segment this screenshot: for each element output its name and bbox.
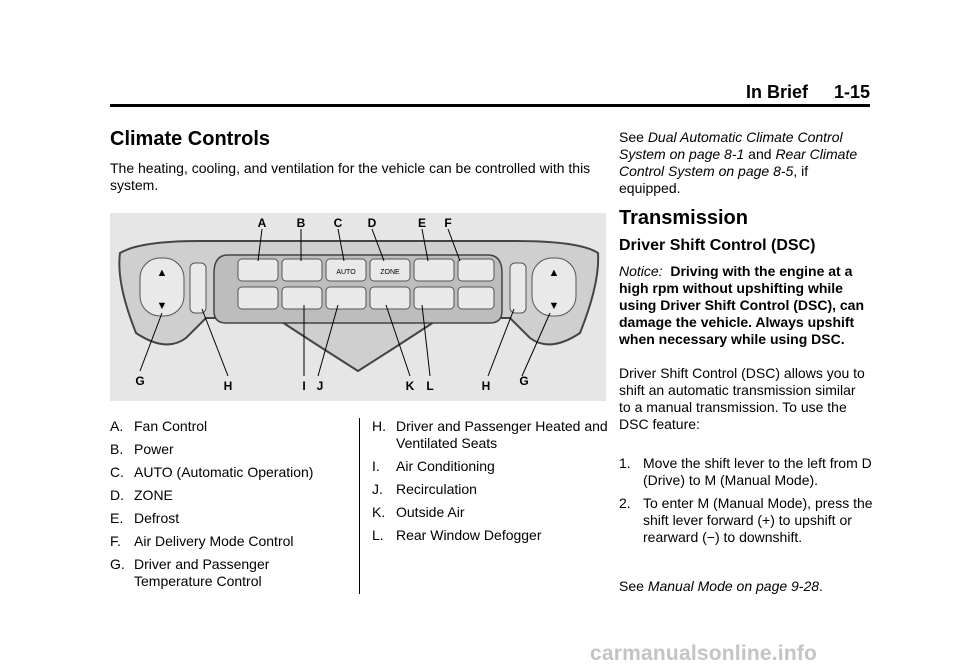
list-item: B. Power	[110, 441, 174, 457]
watermark: carmanualsonline.info	[590, 642, 818, 665]
legend-list-left	[110, 418, 350, 596]
power-button[interactable]	[282, 259, 322, 281]
outside-air-button[interactable]	[370, 287, 410, 309]
temp-down-icon: ▼	[156, 300, 168, 312]
list-item: K. Outside Air	[372, 504, 465, 520]
page-header	[110, 82, 870, 103]
callout-label: C	[333, 216, 343, 230]
climate-title: Climate Controls	[110, 128, 271, 150]
list-item: L. Rear Window Defogger	[372, 527, 542, 543]
transmission-title: Transmission	[619, 207, 748, 229]
callout-label: F	[444, 216, 452, 230]
xref-link[interactable]: Manual Mode on page 9-28	[647, 578, 820, 594]
notice-text: Driving with the engine at a high rpm without upshifting while using Driver Shift Control (DSC), can damage the vehicle. Always upshift when necessary while using DSC.	[619, 263, 865, 347]
list-item: 2. To enter M (Manual Mode), press the shift lever forward (+) to upshift or rearward (−) to downshift.	[619, 495, 873, 545]
fan-down-button[interactable]	[238, 287, 278, 309]
callout-label: G	[135, 374, 145, 388]
legend-list-right	[372, 418, 608, 550]
callout-label: K	[405, 379, 415, 393]
temp-down-icon: ▼	[548, 300, 560, 312]
see-reference: See Dual Automatic Climate Control System on page 8-1 and Rear Climate Control System on page 8-5, if equipped.	[619, 129, 858, 196]
mode-down-button[interactable]	[458, 287, 494, 309]
list-item: G. Driver and Passenger Temperature Control	[110, 556, 270, 589]
callout-label: H	[223, 379, 233, 393]
recirculation-button[interactable]	[326, 287, 366, 309]
air-delivery-button[interactable]	[458, 259, 494, 281]
callout-label: E	[417, 216, 427, 230]
defrost-button[interactable]	[414, 259, 454, 281]
temp-up-icon: ▲	[156, 267, 168, 279]
column-divider	[359, 418, 360, 594]
section-title: In Brief	[745, 82, 808, 102]
list-item: H. Driver and Passenger Heated and Ventilated Seats	[372, 418, 608, 451]
notice-paragraph	[619, 263, 871, 348]
callout-label: B	[296, 216, 306, 230]
list-item: E. Defrost	[110, 510, 180, 526]
notice-label: Notice:	[619, 263, 663, 279]
ac-button[interactable]	[282, 287, 322, 309]
callout-label: A	[257, 216, 267, 230]
auto-button-text: AUTO	[336, 269, 356, 276]
list-item: C. AUTO (Automatic Operation)	[110, 464, 314, 480]
xref-link[interactable]: Dual Automatic Climate Control System on page 8-1	[619, 129, 843, 162]
page-number: 1-15	[833, 82, 870, 102]
manual-mode-reference: See Manual Mode on page 9-28.	[619, 578, 823, 594]
xref-link[interactable]: Rear Climate Control System on page 8-5	[619, 146, 858, 179]
list-item: A. Fan Control	[110, 418, 208, 434]
zone-button-text: ZONE	[380, 269, 400, 276]
list-item: J. Recirculation	[372, 481, 477, 497]
list-item: D. ZONE	[110, 487, 173, 503]
rear-defog-button[interactable]	[414, 287, 454, 309]
callout-label: L	[426, 379, 434, 393]
fan-up-button[interactable]	[238, 259, 278, 281]
callout-label: I	[302, 379, 306, 393]
climate-intro: The heating, cooling, and ventilation for the vehicle can be controlled with this system.	[110, 160, 591, 193]
list-item: I. Air Conditioning	[372, 458, 495, 474]
callout-label: D	[367, 216, 377, 230]
dsc-subtitle: Driver Shift Control (DSC)	[619, 237, 816, 254]
dsc-body: Driver Shift Control (DSC) allows you to shift an automatic transmission similar to a manual transmission. To use the DSC feature:	[619, 365, 865, 432]
list-item: 1. Move the shift lever to the left from D (Drive) to M (Manual Mode).	[619, 455, 872, 488]
driver-seat-button[interactable]	[190, 263, 206, 313]
callout-label: H	[481, 379, 491, 393]
temp-up-icon: ▲	[548, 267, 560, 279]
callout-label: G	[519, 374, 529, 388]
list-item: F. Air Delivery Mode Control	[110, 533, 294, 549]
dsc-steps	[619, 455, 879, 552]
climate-panel-figure	[110, 213, 606, 401]
callout-label: J	[316, 379, 324, 393]
climate-panel-illustration	[110, 213, 606, 401]
passenger-seat-button[interactable]	[510, 263, 526, 313]
header-rule	[110, 104, 870, 107]
